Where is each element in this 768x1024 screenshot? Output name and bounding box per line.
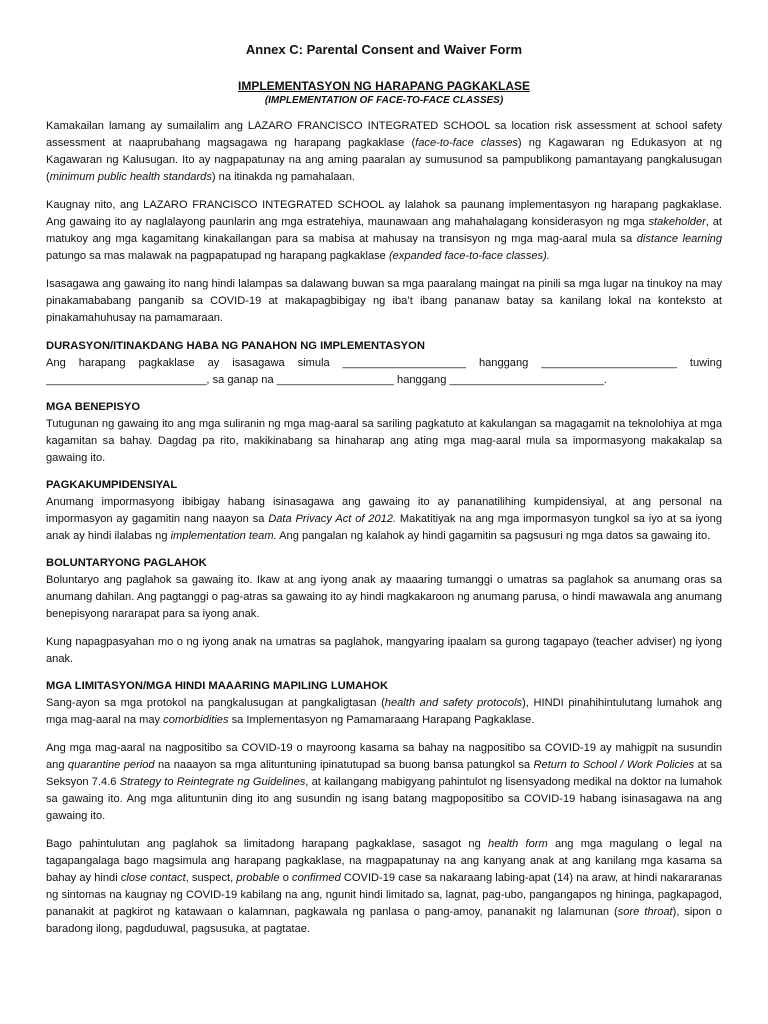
duration-word: simula [297, 357, 330, 369]
intro-paragraph-3 [46, 276, 722, 327]
text-run: Kaugnay nito, ang LAZARO FRANCISCO INTEGRATED SCHOOL ay lalahok sa paunang implementasyon ng harapang pagkaklase. Ang gawaing ito ay naglalayong paunlarin ang mga estratehiya, maunawaan ang mahahalagang konsiderasyon ng mga [46, 199, 722, 228]
text-run: Isasagawa ang gawaing ito nang hindi lalampas sa dalawang buwan sa mga paaralang maingat na pinili sa mga lugar na tinukoy na may pinakamababang panganib sa COVID-19 at makapagbibigay ng iba’t ibang pananaw batay sa kanilang lokal na konteksto at pinakamahuhusay na pamamaraan. [46, 278, 722, 324]
text-run: at sa Seksyon 7.4.6 [46, 759, 723, 788]
text-run: sa Implementasyon ng Pamamaraang Harapang Pagkaklase. [228, 714, 535, 726]
italic-term: close contact [120, 872, 186, 884]
text-run: Boluntaryo ang paglahok sa gawaing ito. Ikaw at ang iyong anak ay maaaring tumanggi o umatras sa paglahok sa anumang oras sa anumang dahilan. Ang pagtanggi o pag-atras sa gawaing ito ay hindi magkakaroon ng anumang parusa, o hindi mawawala ang anumang benepisyong nararapat para sa iyong anak. [46, 574, 722, 620]
limitations-paragraph-1 [46, 695, 722, 729]
end-date-blank[interactable]: ______________________ [541, 357, 677, 369]
text-run: Ang pangalan ng kalahok ay hindi gagamitin sa pagsusuri ng mga datos sa gawaing ito. [276, 530, 711, 542]
voluntary-section [46, 555, 722, 668]
intro-paragraph-2 [46, 197, 722, 265]
annex-title: Annex C: Parental Consent and Waiver Form [245, 42, 523, 57]
intro-paragraph-1 [46, 118, 722, 186]
page-title: IMPLEMENTASYON NG HARAPANG PAGKAKLASE [237, 79, 530, 93]
text-run: Ang mga mag-aaral na nagpositibo sa COVID-19 o mayroong kasama sa bahay na nagpositibo sa COVID-19 ay mahigpit na susundin ang [46, 742, 722, 771]
italic-term: face-to-face classes [415, 137, 518, 149]
limitations-section [46, 678, 722, 938]
limitations-paragraph-2 [46, 740, 722, 825]
duration-heading: DURASYON/ITINAKDANG HABA NG PANAHON NG IMPLEMENTASYON [46, 340, 425, 352]
text-run: ) ng Kagawaran ng Edukasyon at ng Kagawaran ng Kalusugan. Ito ay nagpapatunay na ang aming paaralan ay sumusunod sa pampublikong pamantayang pangkalusugan ( [46, 137, 722, 183]
italic-term: implementation team. [170, 530, 277, 542]
duration-word: hanggang [478, 357, 529, 369]
confidentiality-section [46, 477, 722, 545]
text-run: o [279, 872, 293, 884]
italic-term: quarantine period [67, 759, 155, 771]
text-run: Bago pahintulutan ang paglahok sa limitadong harapang pagkaklase, sasagot ng [46, 838, 489, 850]
benefits-heading: MGA BENEPISYO [46, 401, 141, 413]
italic-term: health form [488, 838, 548, 850]
duration-word: tuwing [689, 357, 722, 369]
duration-section [46, 338, 722, 389]
duration-line-1 [46, 355, 722, 372]
duration-word: isasagawa [232, 357, 285, 369]
italic-term: probable [236, 872, 280, 884]
text-run: na naaayon sa mga alituntuning ipinatutupad sa buong bansa patungkol sa [154, 759, 534, 771]
text-run: Anumang impormasyong ibibigay habang isinasagawa ang gawaing ito ay pananatilihing kumpidensiyal, at ang personal na impormasyon ay gagamitin nang naayon sa [46, 496, 722, 525]
confidentiality-paragraph [46, 494, 722, 545]
italic-term: distance learning [636, 233, 723, 245]
page-subtitle: (IMPLEMENTATION OF FACE-TO-FACE CLASSES) [264, 95, 504, 106]
italic-term: stakeholder [648, 216, 706, 228]
text-run: Kamakailan lamang ay sumailalim ang LAZARO FRANCISCO INTEGRATED SCHOOL sa location risk assessment at school safety assessment at naaprubahang magsagawa ng harapang pagkaklase ( [46, 120, 722, 149]
text-run: , at kailangang mabigyang pahintulot ng lisensyadong medikal na doktor na lumahok sa gawaing ito. Ang mga alituntunin ding ito ang susundin ng isang batang magpopositibo sa COVID-19 habang isinasagawa na ang gawaing ito. [46, 776, 722, 822]
text-run: Tutugunan ng gawaing ito ang mga suliranin ng mga mag-aaral sa sariling pagkatuto at kakulangan sa magagamit na teknolohiya at mga kagamitan sa bahay. Dagdag pa rito, makikinabang sa hinaharap ang ating mga mag-aaral mula sa impormasyong makakalap sa gawaing ito. [46, 418, 722, 464]
italic-term: Return to School / Work Policies [533, 759, 695, 771]
italic-term: (expanded face-to-face classes). [388, 250, 550, 262]
voluntary-paragraph-2 [46, 634, 722, 668]
italic-term: Data Privacy Act of 2012. [268, 513, 397, 525]
confidentiality-heading: PAGKAKUMPIDENSIYAL [46, 479, 178, 491]
duration-word: Ang [46, 357, 66, 369]
italic-term: health and safety protocols [384, 697, 523, 709]
duration-line-2[interactable]: __________________________, sa ganap na ___________________ hanggang _________________________. [46, 374, 607, 386]
start-date-blank[interactable]: ____________________ [342, 357, 466, 369]
text-run: ang mga magulang o legal na tagapangalaga bago magsimula ang harapang pagkaklase, na magpapatunay na ang kanyang anak at ang kanilang mga kasama sa bahay ay hindi [46, 838, 722, 884]
italic-term: Strategy to Reintegrate ng Guidelines [119, 776, 306, 788]
text-run: , suspect, [185, 872, 237, 884]
voluntary-paragraph-1 [46, 572, 722, 623]
italic-term: comorbidities [163, 714, 229, 726]
text-run: , at matukoy ang mga kagamitang kinakailangan para sa mabisa at mahusay na transisyon ng mga mag-aaral mula sa [46, 216, 722, 245]
duration-word: harapang [78, 357, 126, 369]
text-run: ), sipon o baradong ilong, pagduduwal, pagsusuka, at pagtatae. [46, 906, 723, 935]
italic-term: sore throat [617, 906, 673, 918]
text-run: Kung napagpasyahan mo o ng iyong anak na umatras sa paglahok, mangyaring ipaalam sa gurong tagapayo (teacher adviser) ng iyong anak. [46, 636, 722, 665]
limitations-heading: MGA LIMITASYON/MGA HINDI MAAARING MAPILING LUMAHOK [46, 680, 389, 692]
duration-word: ay [207, 357, 220, 369]
italic-term: confirmed [292, 872, 341, 884]
voluntary-heading: BOLUNTARYONG PAGLAHOK [46, 557, 207, 569]
text-run: Sang-ayon sa mga protokol na pangkalusugan at pangkaligtasan ( [46, 697, 385, 709]
text-run: Makatitiyak na ang mga impormasyon tungkol sa iyo at sa iyong anak ay hindi ilalabas ng [46, 513, 722, 542]
italic-term: minimum public health standards [49, 171, 212, 183]
limitations-paragraph-3 [46, 836, 722, 938]
text-run: patungo sa mas malawak na pagpapatupad ng harapang pagkaklase [46, 250, 389, 262]
duration-word: pagkaklase [138, 357, 195, 369]
text-run: ) na itinakda ng pamahalaan. [211, 171, 355, 183]
text-run: ), HINDI pinahihintulutang lumahok ang mga mag-aaral na may [46, 697, 722, 726]
benefits-paragraph [46, 416, 722, 467]
benefits-section [46, 399, 722, 467]
text-run: COVID-19 case sa nakaraang labing-apat (14) na araw, at hindi nakararanas ng sintomas na kaugnay ng COVID-19 kabilang na ang, ngunit hindi limitado sa, lagnat, pag-ubo, pangangapos ng hininga, pagkapagod, pananakit at pagkirot ng katawaan o kalamnan, pagkawala ng panlasa o pang-amoy, pananakit ng lalamunan ( [46, 872, 723, 918]
